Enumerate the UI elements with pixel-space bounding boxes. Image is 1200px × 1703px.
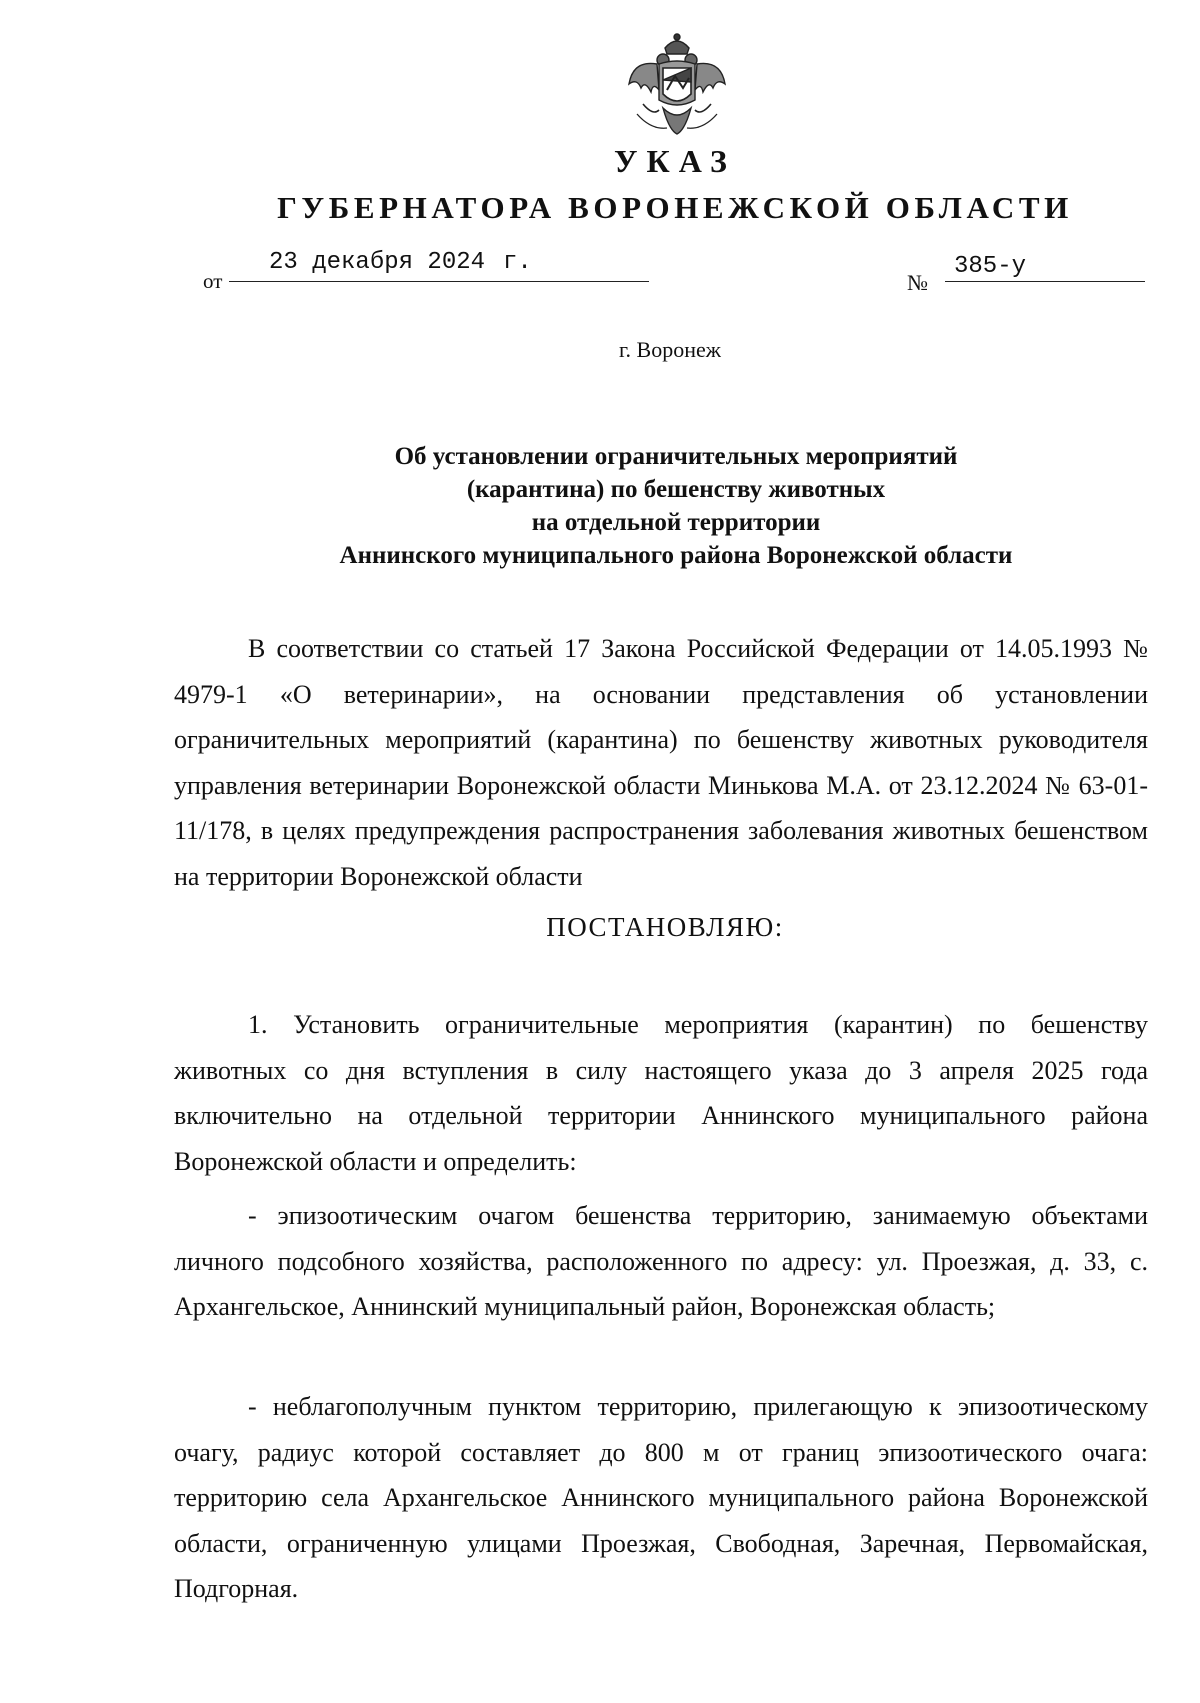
number-value: 385-у bbox=[954, 253, 1027, 280]
item-1-subitem-2-block bbox=[174, 1384, 1148, 1612]
subject-line-3: на отдельной территории bbox=[531, 509, 821, 536]
date-field bbox=[229, 249, 649, 282]
subject-line-2: (карантина) по бешенству животных bbox=[466, 476, 886, 503]
document-issuer: ГУБЕРНАТОРА ВОРОНЕЖСКОЙ ОБЛАСТИ bbox=[277, 190, 1073, 225]
date-value: 23 декабря 2024 bbox=[269, 249, 486, 276]
number-field bbox=[945, 253, 1145, 282]
city-label: г. Воронеж bbox=[619, 337, 721, 362]
number-prefix: № bbox=[907, 270, 928, 295]
preamble-block bbox=[174, 626, 1148, 899]
item-1-paragraph: 1. Установить ограничительные мероприятия (карантин) по бешенству животных со дня вступления в силу настоящего указа до 3 апреля 2025 года включительно на отдельной территории Аннинского муниципального района Воронежской области и определить: bbox=[174, 1010, 1148, 1176]
document-title: УКАЗ bbox=[614, 143, 736, 179]
item-1-subitem-1-paragraph: - эпизоотическим очагом бешенства территорию, занимаемую объектами личного подсобного хозяйства, расположенного по адресу: ул. Проезжая, д. 33, с. Архангельское, Аннинский муниципальный район, Воронежская область; bbox=[174, 1201, 1148, 1321]
subject-line-4: Аннинского муниципального района Воронежской области bbox=[339, 542, 1013, 569]
decree-word: ПОСТАНОВЛЯЮ: bbox=[546, 912, 784, 942]
preamble-paragraph: В соответствии со статьей 17 Закона Российской Федерации от 14.05.1993 № 4979-1 «О ветеринарии», на основании представления об установлении ограничительных мероприятий (карантина) по бешенству животных руководителя управления ветеринарии Воронежской области Минькова М.А. от 23.12.2024 № 63-01-11/178, в целях предупреждения распространения заболевания животных бешенством на территории Воронежской области bbox=[174, 634, 1148, 891]
date-suffix: г. bbox=[503, 249, 532, 276]
date-prefix: от bbox=[203, 269, 223, 293]
item-1-subitem-1-block bbox=[174, 1193, 1148, 1330]
coat-of-arms-icon bbox=[623, 30, 731, 142]
item-1-subitem-2-paragraph: - неблагополучным пунктом территорию, прилегающую к эпизоотическому очагу, радиус которой составляет до 800 м от границ эпизоотического очага: территорию села Архангельское Аннинского муниципального района Воронежской области, ограниченную улицами Проезжая, Свободная, Заречная, Первомайская, Подгорная. bbox=[174, 1392, 1148, 1603]
subject-line-1: Об установлении ограничительных мероприятий bbox=[394, 443, 958, 470]
document-subject bbox=[176, 440, 1176, 572]
item-1-block bbox=[174, 1002, 1148, 1184]
